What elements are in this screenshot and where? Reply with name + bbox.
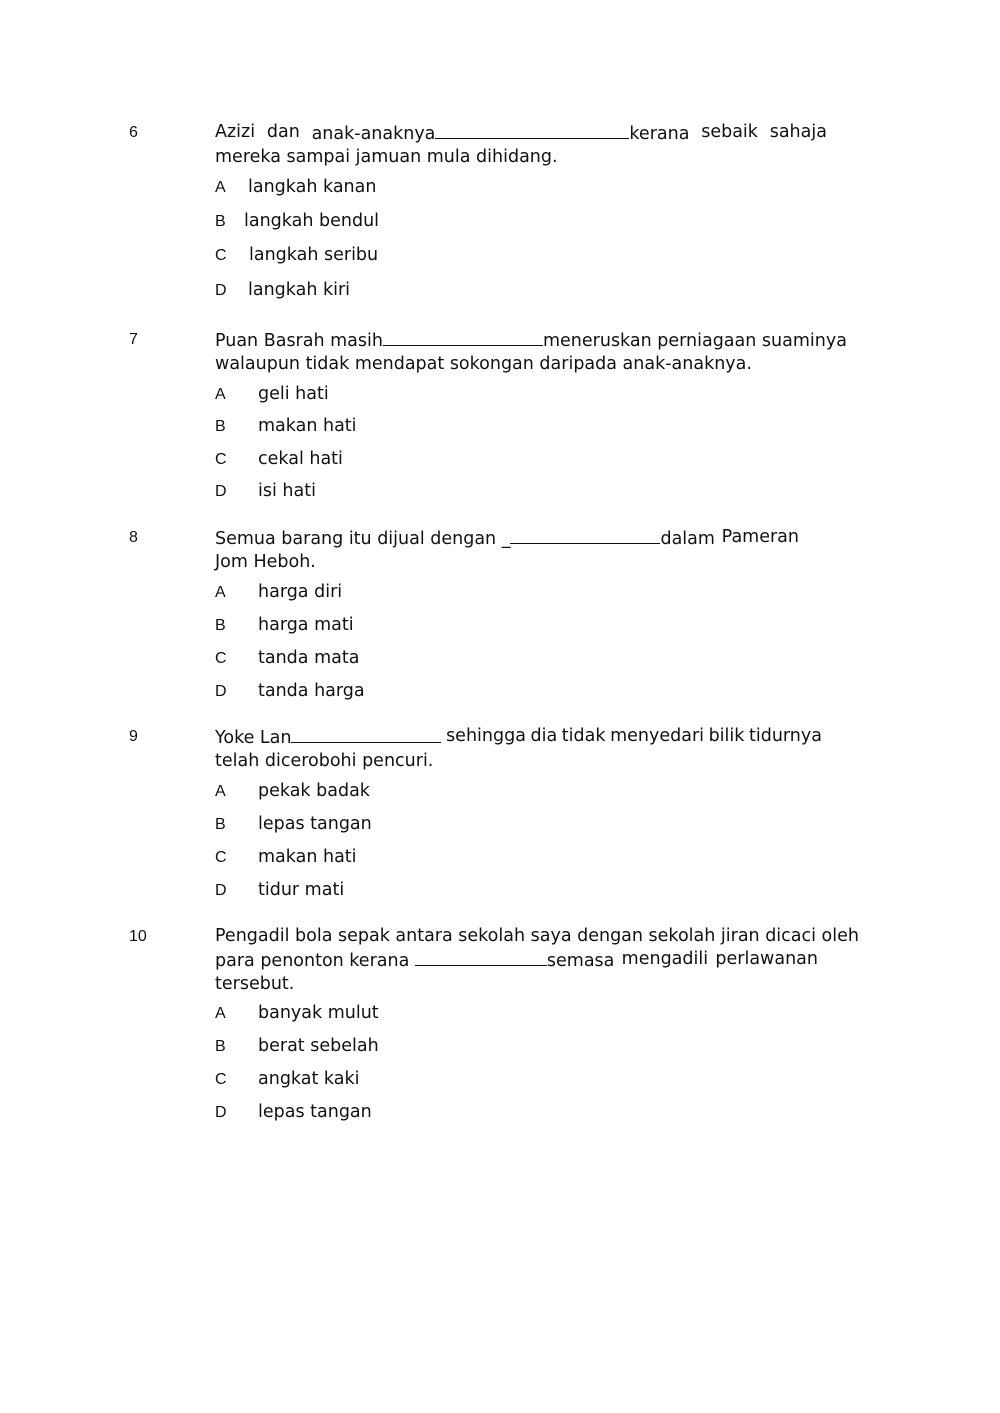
question-number: 10 [129,928,147,945]
option-a[interactable]: A langkah kanan [215,177,377,197]
question-number: 8 [129,529,138,546]
option-b[interactable]: B berat sebelah [215,1036,379,1056]
option-b[interactable]: B langkah bendul [215,211,380,231]
option-c[interactable]: C cekal hati [215,449,343,469]
option-d[interactable]: D tanda harga [215,681,365,701]
question-number: 9 [129,728,138,745]
question-stem: Puan Basrah masih meneruskan perniagaan suaminya walaupun tidak mendapat sokongan daripada anak-anaknya. [215,328,815,376]
question-stem: Yoke Lan sehingga dia tidak menyedari bilik tidurnya telah dicerobohi pencuri. [215,726,822,771]
option-d[interactable]: D langkah kiri [215,280,351,300]
answer-blank [435,121,629,139]
option-c[interactable]: C angkat kaki [215,1069,360,1089]
option-a[interactable]: A harga diri [215,582,343,602]
option-b[interactable]: B makan hati [215,416,357,436]
question-stem: Pengadil bola sepak antara sekolah saya dengan sekolah jiran dicaci oleh para penonton kerana semasa mengadili perlawanan tersebut. [215,926,859,994]
option-b[interactable]: B harga mati [215,615,354,635]
option-c[interactable]: C makan hati [215,847,357,867]
option-d[interactable]: D tidur mati [215,880,345,900]
option-a[interactable]: A banyak mulut [215,1003,379,1023]
option-d[interactable]: D isi hati [215,481,316,501]
question-number: 6 [129,124,138,141]
question-stem: Azizi dan anak-anaknya kerana sebaik sahaja mereka sampai jamuan mula dihidang. [215,122,827,167]
answer-blank [415,948,547,966]
question-number: 7 [129,331,138,348]
answer-blank [291,725,441,743]
option-d[interactable]: D lepas tangan [215,1102,372,1122]
option-c[interactable]: C langkah seribu [215,245,379,265]
option-a[interactable]: A pekak badak [215,781,370,801]
answer-blank [383,328,543,346]
answer-blank [510,526,660,544]
option-c[interactable]: C tanda mata [215,648,360,668]
option-a[interactable]: A geli hati [215,384,329,404]
question-stem: Semua barang itu dijual dengan _ dalam Pameran Jom Heboh. [215,527,799,572]
option-b[interactable]: B lepas tangan [215,814,372,834]
